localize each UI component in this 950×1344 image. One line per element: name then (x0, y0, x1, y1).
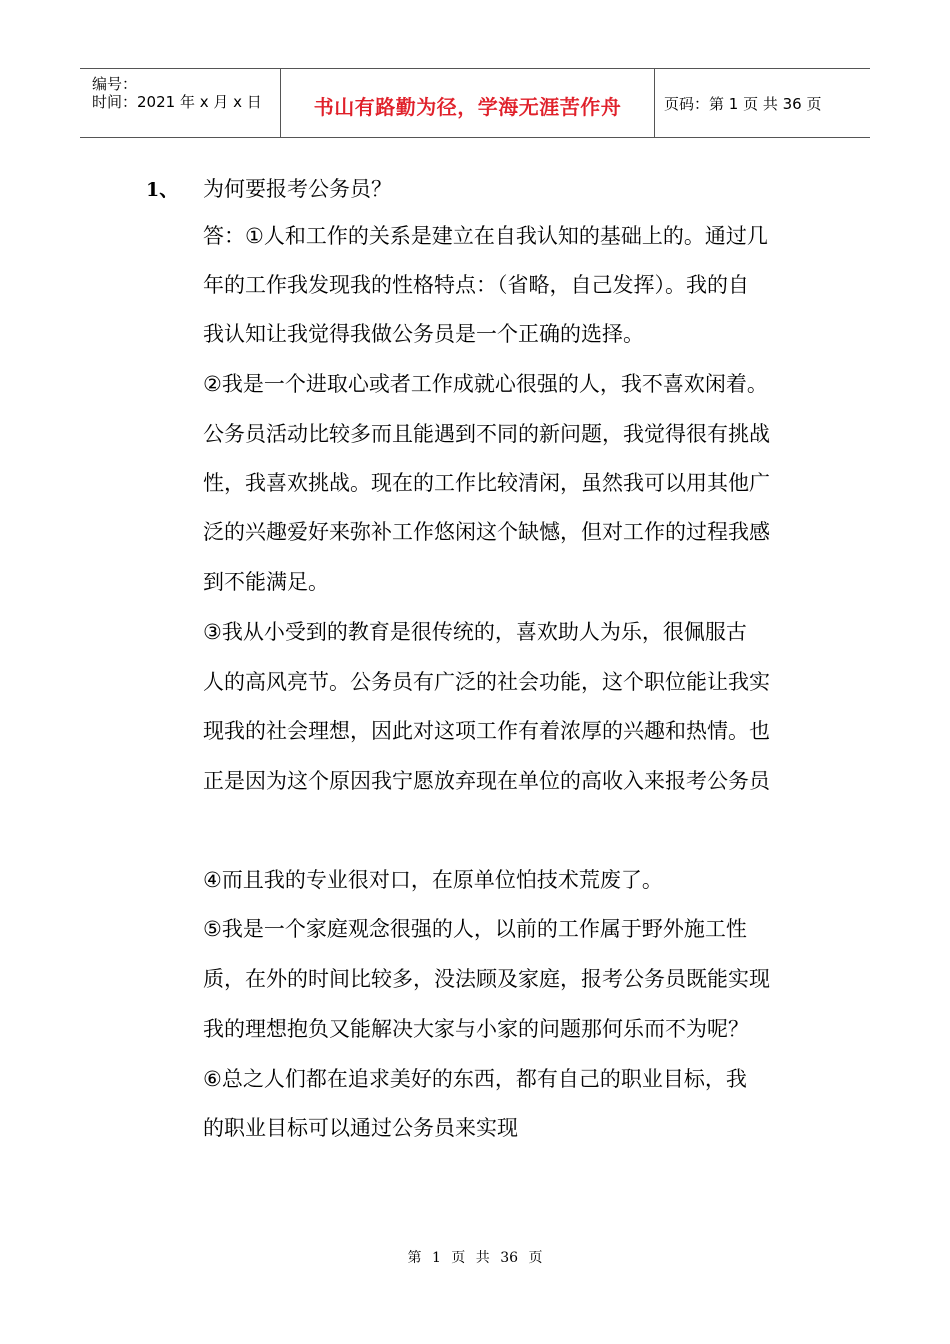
page-header (80, 68, 870, 138)
answer-line: 现我的社会理想，因此对这项工作有着浓厚的兴趣和热情。也 (203, 719, 770, 743)
answer-line: 公务员活动比较多而且能遇到不同的新问题，我觉得很有挑战 (203, 422, 770, 446)
header-page-cell (654, 69, 870, 137)
answer-line: ⑤我是一个家庭观念很强的人，以前的工作属于野外施工性 (203, 917, 747, 941)
header-info-cell (80, 69, 280, 137)
answer-line: 的职业目标可以通过公务员来实现 (203, 1116, 518, 1140)
question-number: 1、 (146, 179, 179, 201)
answer-line: ⑥总之人们都在追求美好的东西，都有自己的职业目标，我 (203, 1067, 747, 1091)
answer-line: 我的理想抱负又能解决大家与小家的问题那何乐而不为呢？ (203, 1017, 749, 1041)
number-label: 编号： (92, 75, 138, 93)
page-number-label: 页码：第 1 页 共 36 页 (664, 95, 822, 113)
header-motto-cell (280, 69, 655, 137)
page-footer: 第 1 页 共 36 页 (407, 1250, 543, 1266)
time-label: 时间：2021 年 x 月 x 日 (92, 93, 262, 111)
answer-line: ②我是一个进取心或者工作成就心很强的人，我不喜欢闲着。 (203, 372, 768, 396)
answer-line: ③我从小受到的教育是很传统的，喜欢助人为乐，很佩服古 (203, 620, 747, 644)
answer-line: ④而且我的专业很对口，在原单位怕技术荒废了。 (203, 868, 663, 892)
motto: 书山有路勤为径，学海无涯苦作舟 (313, 95, 622, 119)
question-title: 为何要报考公务员？ (203, 177, 392, 201)
answer-line: 答：①人和工作的关系是建立在自我认知的基础上的。通过几 (203, 224, 768, 248)
answer-line: 质，在外的时间比较多，没法顾及家庭，报考公务员既能实现 (203, 967, 770, 991)
answer-line: 正是因为这个原因我宁愿放弃现在单位的高收入来报考公务员 (203, 769, 770, 793)
answer-line: 到不能满足。 (203, 570, 329, 594)
answer-line: 性，我喜欢挑战。现在的工作比较清闲，虽然我可以用其他广 (203, 471, 770, 495)
answer-line: 年的工作我发现我的性格特点：（省略，自己发挥）。我的自 (203, 273, 749, 297)
answer-line: 人的高风亮节。公务员有广泛的社会功能，这个职位能让我实 (203, 670, 770, 694)
answer-line: 泛的兴趣爱好来弥补工作悠闲这个缺憾，但对工作的过程我感 (203, 520, 770, 544)
answer-line: 我认知让我觉得我做公务员是一个正确的选择。 (203, 322, 644, 346)
